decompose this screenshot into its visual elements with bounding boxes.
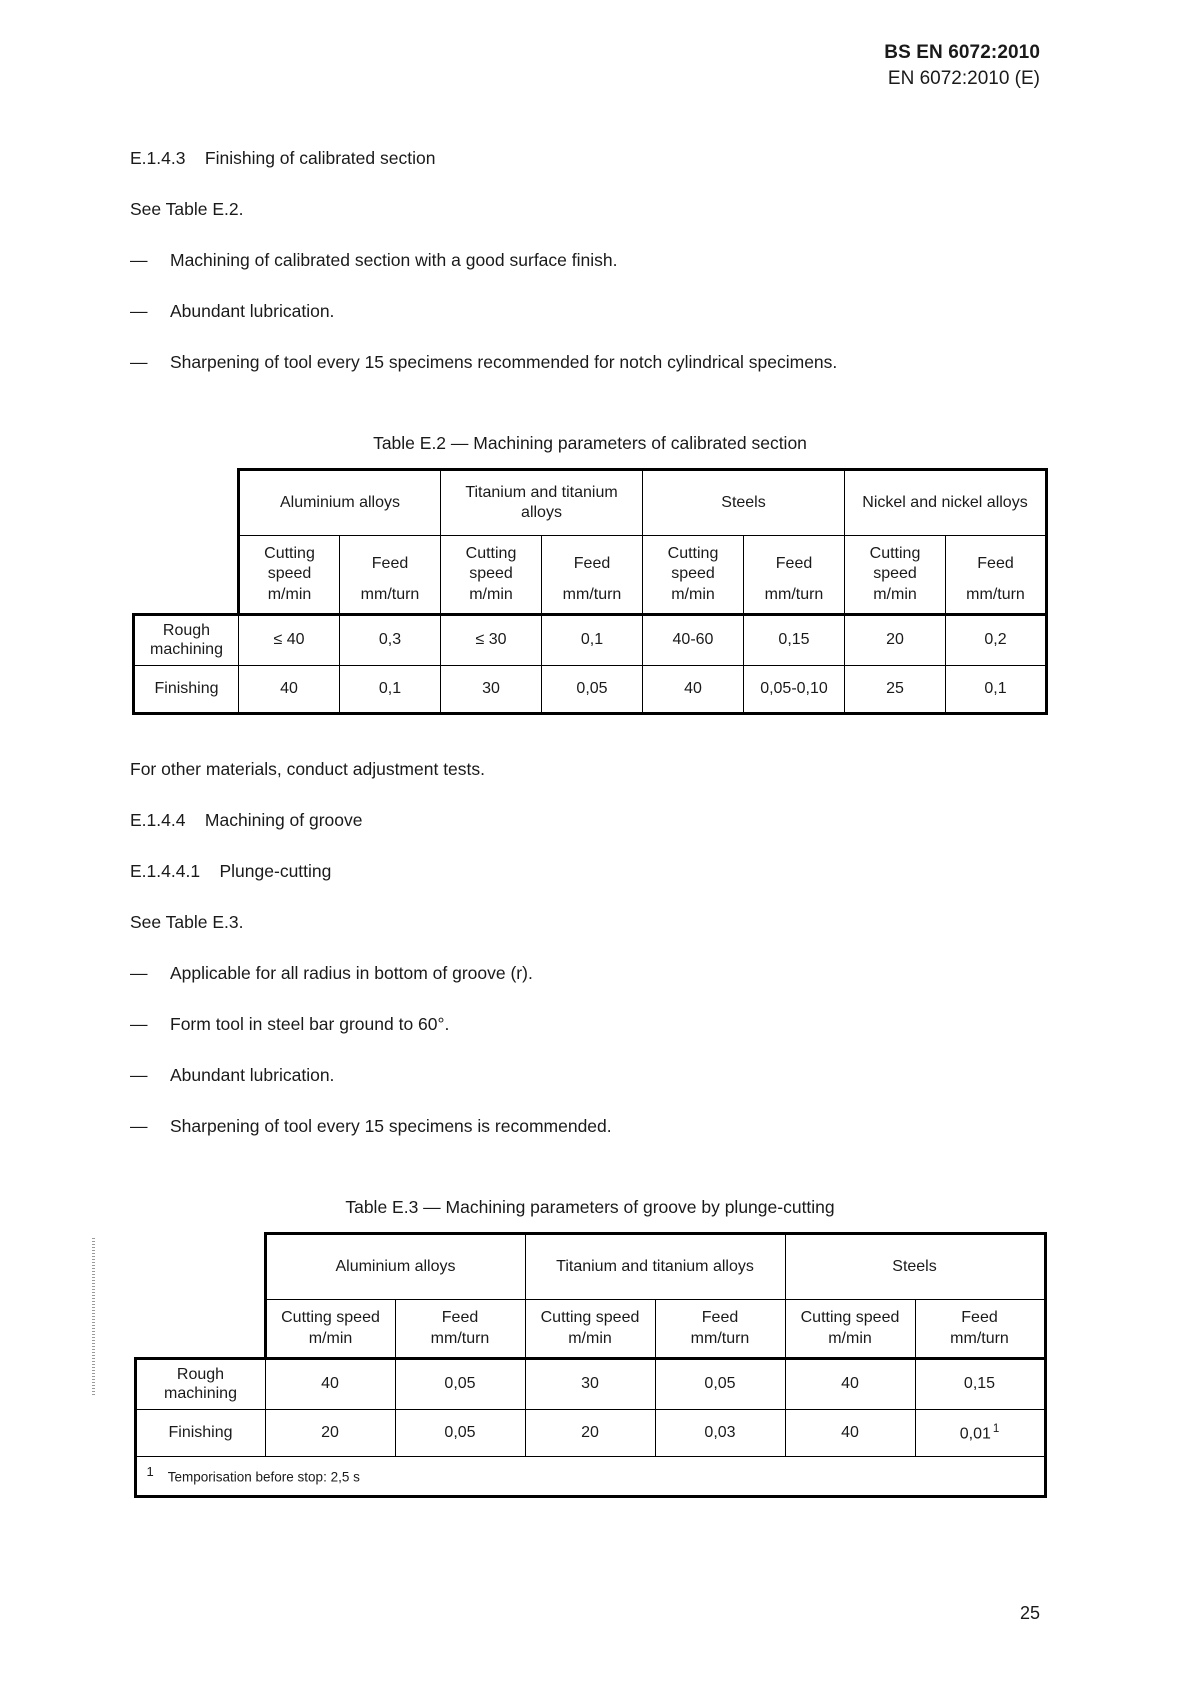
table-e3-wrapper bbox=[130, 1232, 1050, 1498]
table-cell: 0,15 bbox=[915, 1358, 1045, 1409]
list-item bbox=[130, 301, 1050, 322]
table-cell: 40-60 bbox=[643, 614, 744, 665]
table-e2-subheader: Cutting speed bbox=[845, 536, 946, 586]
table-cell: 0,05 bbox=[395, 1409, 525, 1456]
table-cell: 40 bbox=[239, 665, 340, 713]
table-cell: 0,05-0,10 bbox=[744, 665, 845, 713]
table-e2-group-header: Nickel and nickel alloys bbox=[845, 470, 1047, 536]
table-e3-unit: m/min bbox=[785, 1329, 915, 1358]
table-e2-subheader: Feed bbox=[946, 536, 1047, 586]
table-e2-group-header: Titanium and titanium alloys bbox=[441, 470, 643, 536]
table-e3-unit: mm/turn bbox=[915, 1329, 1045, 1358]
list-item-label: Sharpening of tool every 15 specimens recommended for notch cylindrical specimens. bbox=[170, 352, 838, 372]
table-row bbox=[135, 1358, 1045, 1409]
list-item-label: Machining of calibrated section with a good surface finish. bbox=[170, 250, 618, 270]
list-item bbox=[130, 1065, 1050, 1086]
table-e3-subheader: Feed bbox=[915, 1299, 1045, 1329]
table-cell: 20 bbox=[265, 1409, 395, 1456]
em-dash-bullet-icon: — bbox=[130, 1115, 147, 1136]
table-cell: 20 bbox=[525, 1409, 655, 1456]
em-dash-bullet-icon: — bbox=[130, 301, 147, 321]
footnote-marker: 1 bbox=[146, 1463, 154, 1479]
clause-heading-e143: E.1.4.3 Finishing of calibrated section bbox=[130, 148, 436, 168]
other-materials-text: For other materials, conduct adjustment tests. bbox=[130, 758, 486, 779]
list-item bbox=[130, 1014, 1050, 1035]
table-e2-unit: m/min bbox=[441, 585, 542, 614]
table-e2-subheader: Cutting speed bbox=[643, 536, 744, 586]
table-e3-caption: Table E.3 — Machining parameters of groove by plunge-cutting bbox=[345, 1196, 835, 1217]
see-table-e2-text: See Table E.2. bbox=[130, 199, 244, 219]
table-e2-group-row bbox=[134, 470, 1047, 536]
table-cell: 0,3 bbox=[340, 614, 441, 665]
table-e3-unit: m/min bbox=[525, 1329, 655, 1358]
table-e2-unit: m/min bbox=[845, 585, 946, 614]
table-cell: 0,1 bbox=[340, 665, 441, 713]
clause-heading-e1441: E.1.4.4.1 Plunge-cutting bbox=[130, 860, 332, 881]
table-e3-group-row bbox=[135, 1233, 1045, 1299]
document-header bbox=[884, 40, 1040, 92]
table-e2-unit: mm/turn bbox=[946, 585, 1047, 614]
table-e3-row-label: Finishing bbox=[135, 1409, 265, 1456]
list-item-label: Form tool in steel bar ground to 60°. bbox=[170, 1013, 450, 1034]
table-cell: 20 bbox=[845, 614, 946, 665]
table-cell: 0,1 bbox=[542, 614, 643, 665]
page-number: 25 bbox=[1019, 1603, 1040, 1623]
margin-change-bar bbox=[92, 1238, 95, 1396]
table-cell: 0,2 bbox=[946, 614, 1047, 665]
table-cell: 40 bbox=[265, 1358, 395, 1409]
em-dash-bullet-icon: — bbox=[130, 250, 147, 270]
table-cell: 0,05 bbox=[655, 1358, 785, 1409]
table-e2-unit: mm/turn bbox=[744, 585, 845, 614]
footnote-text: Temporisation before stop: 2,5 s bbox=[167, 1469, 360, 1485]
list-item bbox=[130, 1116, 1050, 1137]
table-e2-units-row bbox=[134, 585, 1047, 614]
table-e3-corner-cell bbox=[135, 1299, 265, 1329]
table-cell: 0,05 bbox=[542, 665, 643, 713]
table-cell: 30 bbox=[525, 1358, 655, 1409]
table-cell: 0,05 bbox=[395, 1358, 525, 1409]
table-e2-subheader: Feed bbox=[340, 536, 441, 586]
table-e3-footnote-row bbox=[135, 1456, 1045, 1496]
page-content bbox=[130, 148, 1050, 1498]
table-e3-unit: mm/turn bbox=[655, 1329, 785, 1358]
table-cell: 25 bbox=[845, 665, 946, 713]
em-dash-bullet-icon: — bbox=[130, 962, 147, 983]
table-e3-units-row bbox=[135, 1329, 1045, 1358]
table-cell: 0,03 bbox=[655, 1409, 785, 1456]
table-e2-corner-cell bbox=[134, 585, 239, 614]
table-cell-value: 0,01 bbox=[959, 1425, 991, 1443]
table-e2-group-header: Steels bbox=[643, 470, 845, 536]
clause-heading-e144: E.1.4.4 Machining of groove bbox=[130, 809, 363, 830]
table-cell: ≤ 30 bbox=[441, 614, 542, 665]
em-dash-bullet-icon: — bbox=[130, 352, 147, 372]
table-e2-subheader: Feed bbox=[542, 536, 643, 586]
table-e2-row-label: Finishing bbox=[134, 665, 239, 713]
list-item-label: Abundant lubrication. bbox=[170, 301, 335, 321]
table-e3-subheader: Cutting speed bbox=[265, 1299, 395, 1329]
table-e2-unit: mm/turn bbox=[542, 585, 643, 614]
standard-reference-bs: BS EN 6072:2010 bbox=[884, 42, 1040, 63]
table-e2-wrapper bbox=[130, 468, 1050, 715]
table-row bbox=[134, 665, 1047, 713]
table-e2-unit: m/min bbox=[239, 585, 340, 614]
list-item bbox=[130, 250, 1050, 271]
table-row bbox=[134, 614, 1047, 665]
table-e3-group-header: Titanium and titanium alloys bbox=[525, 1233, 785, 1299]
table-cell: 40 bbox=[643, 665, 744, 713]
see-table-e3-text: See Table E.3. bbox=[130, 911, 244, 932]
table-cell: ≤ 40 bbox=[239, 614, 340, 665]
table-e2-subheader: Cutting speed bbox=[441, 536, 542, 586]
list-item bbox=[130, 963, 1050, 984]
table-e3-subheader: Feed bbox=[655, 1299, 785, 1329]
table-e3-subheader: Cutting speed bbox=[785, 1299, 915, 1329]
table-e2-corner-cell bbox=[134, 536, 239, 586]
table-cell: 0,1 bbox=[946, 665, 1047, 713]
table-e2-group-header: Aluminium alloys bbox=[239, 470, 441, 536]
table-row bbox=[135, 1409, 1045, 1456]
table-e3-corner-cell bbox=[135, 1233, 265, 1299]
table-cell: 0,15 bbox=[744, 614, 845, 665]
table-e2-corner-cell bbox=[134, 470, 239, 536]
em-dash-bullet-icon: — bbox=[130, 1013, 147, 1034]
table-e3-subheader: Cutting speed bbox=[525, 1299, 655, 1329]
table-e2-unit: m/min bbox=[643, 585, 744, 614]
table-e3 bbox=[134, 1232, 1047, 1498]
table-e3-footnote bbox=[135, 1456, 1045, 1496]
table-e3-corner-cell bbox=[135, 1329, 265, 1358]
table-cell: 40 bbox=[785, 1409, 915, 1456]
list-item-label: Sharpening of tool every 15 specimens is recommended. bbox=[170, 1115, 612, 1136]
footnote-reference: 1 bbox=[992, 1422, 1000, 1435]
table-cell: 40 bbox=[785, 1358, 915, 1409]
list-item-label: Applicable for all radius in bottom of groove (r). bbox=[170, 962, 533, 983]
list-item bbox=[130, 352, 1050, 373]
table-e2-subheader-row bbox=[134, 536, 1047, 586]
list-item-label: Abundant lubrication. bbox=[170, 1064, 335, 1085]
table-e2-caption: Table E.2 — Machining parameters of calibrated section bbox=[373, 433, 807, 453]
table-e3-row-label: Rough machining bbox=[135, 1358, 265, 1409]
table-e3-unit: mm/turn bbox=[395, 1329, 525, 1358]
table-e2-row-label: Rough machining bbox=[134, 614, 239, 665]
table-cell: 30 bbox=[441, 665, 542, 713]
standard-reference-en: EN 6072:2010 (E) bbox=[887, 68, 1040, 90]
table-e3-subheader: Feed bbox=[395, 1299, 525, 1329]
table-e3-unit: m/min bbox=[265, 1329, 395, 1358]
table-e2 bbox=[132, 468, 1048, 715]
table-e2-unit: mm/turn bbox=[340, 585, 441, 614]
table-e3-subheader-row bbox=[135, 1299, 1045, 1329]
table-e3-group-header: Aluminium alloys bbox=[265, 1233, 525, 1299]
table-e3-group-header: Steels bbox=[785, 1233, 1045, 1299]
table-cell-with-footnote bbox=[915, 1409, 1045, 1456]
em-dash-bullet-icon: — bbox=[130, 1064, 147, 1085]
table-e2-subheader: Feed bbox=[744, 536, 845, 586]
table-e2-subheader: Cutting speed bbox=[239, 536, 340, 586]
